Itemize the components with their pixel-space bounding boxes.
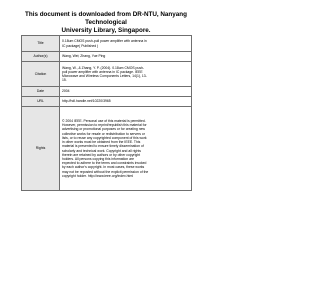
download-notice-line-1: This document is downloaded from DR‑NTU, Nanyang Technological — [25, 11, 187, 27]
rights-line: therein are retained by authors or by other copyright — [62, 152, 141, 157]
citation-line: pull power amplifier with antenna in IC package. IEEE — [62, 69, 143, 74]
rights-line: by each author's copyright. In most cases, these works — [62, 165, 145, 170]
rights-label: Rights — [22, 107, 60, 191]
date-line: 2004 — [62, 89, 70, 94]
rights-line: holders. All persons copying this information are — [62, 156, 134, 161]
rights-line: copyright holder. http://www.ieee.org/index.html — [62, 173, 134, 178]
title-line: 0.18um CMOS push-pull power amplifier with antenna in — [62, 39, 147, 44]
rights-line: may not be reposted without the explicit permission of the — [62, 169, 149, 174]
rights-line: collective works for resale or redistribution to servers or — [62, 131, 145, 136]
citation-line: 15. — [62, 78, 67, 83]
citation-value — [60, 62, 192, 87]
rights-row — [22, 107, 192, 191]
title-line: IC package( Published ) — [62, 43, 99, 48]
rights-value — [60, 107, 192, 191]
citation-row — [22, 62, 192, 87]
rights-line: expected to adhere to the terms and constraints invoked — [62, 161, 147, 166]
citation-label: Citation — [22, 62, 60, 87]
citation-line: Microwave and Wireless Components Letters, 14(1), 13- — [62, 74, 147, 78]
url-value — [60, 97, 192, 107]
date-value — [60, 87, 192, 97]
rights-line: However, permission to reprint/republish this material for — [62, 123, 147, 128]
authors-row — [22, 52, 192, 62]
rights-line: © 2004 IEEE. Personal use of this material is permitted. — [62, 119, 146, 124]
rights-line: material is presented to ensure timely dissemination of — [62, 144, 144, 149]
url-row — [22, 97, 192, 107]
citation-line: Wang, W., & Zhang, Y. P. (2004). 0.18um CMOS push- — [62, 65, 145, 70]
rights-line: lists, or to reuse any copyrighted component of this work — [62, 135, 147, 140]
url-link[interactable]: http://hdl.handle.net/10220/3965 — [62, 99, 111, 104]
authors-line: Wang, Wei; Zhang, Yue Ping — [62, 54, 106, 59]
title-value — [60, 36, 192, 52]
authors-value — [60, 52, 192, 62]
url-label: URL — [22, 97, 60, 107]
date-row — [22, 87, 192, 97]
rights-line: advertising or promotional purposes or for creating new — [62, 127, 145, 132]
title-label: Title — [22, 36, 60, 52]
rights-line: in other works must be obtained from the IEEE. This — [62, 140, 141, 145]
rights-line: scholarly and technical work. Copyright and all rights — [62, 148, 141, 153]
metadata-table — [21, 35, 192, 191]
date-label: Date — [22, 87, 60, 97]
authors-label: Author(s) — [22, 52, 60, 62]
download-notice-header — [14, 11, 198, 36]
title-row — [22, 36, 192, 52]
download-notice-line-2: University Library, Singapore. — [61, 27, 151, 35]
